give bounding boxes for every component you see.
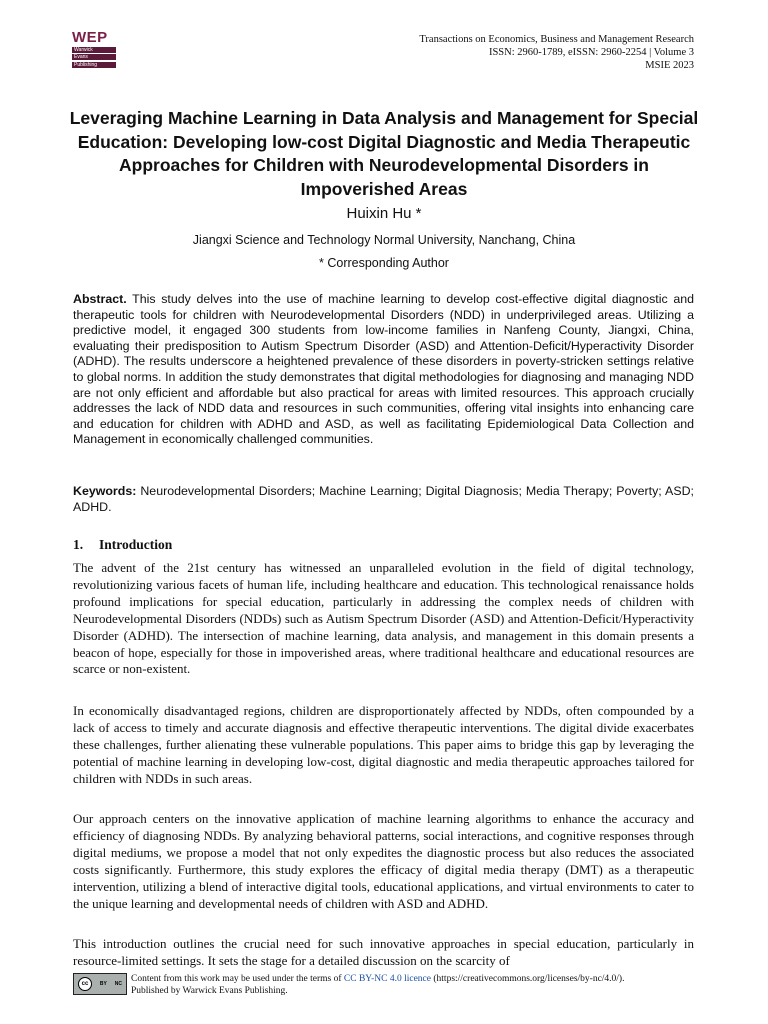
paper-title: Leveraging Machine Learning in Data Analysis and Management for Special Education: Developing low-cost Digital Diagnostic and Media Therapeutic Approaches for Children with Neurodevelopmental Disorders in Impoverished Areas <box>69 108 699 199</box>
license-url: (https://creativecommons.org/licenses/by-nc/4.0/). <box>433 974 625 984</box>
author-affiliation: Jiangxi Science and Technology Normal University, Nanchang, China <box>192 233 576 247</box>
keywords-label: Keywords: <box>73 484 137 498</box>
logo-line-2: Evans <box>72 54 116 60</box>
abstract-text: This study delves into the use of machine learning to develop cost-effective digital diagnostic and therapeutic tools for children with Neurodevelopmental Disorders (NDD) in underprivileged areas. Utilizing a predictive model, it engaged 300 students from low-income families in Nanfeng County, Jiangxi, China, evaluating their predisposition to Autism Spectrum Disorder (ASD) and Attention-Deficit/Hyperactivity Disorder (ADHD). The results underscore a heightened prevalence of these disorders in poverty-stricken settings relative to global norms. In addition the study demonstrates that digital methodologies for diagnosing and managing NDD are not only efficient and affordable but also practical for areas with limited resources. This approach crucially addresses the lack of NDD data and resources in such communities, offering vital insights into enhancing care and education for children with ADHD and ASD, as well as facilitating Epidemiological Data Collection and Management in economically challenged communities. <box>73 292 694 447</box>
journal-name: Transactions on Economics, Business and Management Research <box>419 34 694 45</box>
publisher-logo <box>72 30 116 68</box>
by-icon: BY <box>99 981 107 987</box>
intro-paragraph-3: Our approach centers on the innovative application of machine learning algorithms to enhance the accuracy and efficiency of diagnosing NDDs. By analyzing behavioral patterns, social interactions, and cognitive responses through digital mediums, we propose a model that not only expedites the diagnostic process but also reduces the associated costs significantly. Furthermore, this study explores the efficacy of digital media therapy (DMT) as a therapeutic intervention, utilizing a blend of interactive digital tools, educational applications, and virtual environments to cater to the unique learning and developmental needs of children with ASD and ADHD. <box>73 811 694 911</box>
author-name: Huixin Hu * <box>346 205 422 222</box>
logo-line-1: Warwick <box>72 47 116 53</box>
license-text <box>131 973 691 997</box>
intro-paragraph-4: This introduction outlines the crucial need for such innovative approaches in special education, particularly in resource-limited settings. It sets the stage for a detailed discussion on the scarcity of <box>73 936 694 968</box>
intro-paragraph-1: The advent of the 21st century has witnessed an unparalleled evolution in the field of digital technology, revolutionizing various facets of human life, including healthcare and education. This technological renaissance holds profound implications for special education, particularly in addressing the complex needs of children with Neurodevelopmental Disorders (NDDs) such as Autism Spectrum Disorder (ASD) and Attention-Deficit/Hyperactivity Disorder (ADHD). The intersection of machine learning, data analysis, and management in this domain presents a beacon of hope, especially for those in impoverished areas, where traditional healthcare and educational resources are scarce or non-existent. <box>73 560 694 677</box>
section-number: 1. <box>73 537 84 552</box>
abstract <box>73 292 694 448</box>
section-title: Introduction <box>99 537 173 552</box>
cc-icon: cc <box>78 977 92 991</box>
nc-icon: NC <box>114 981 123 987</box>
license-footer <box>73 971 713 999</box>
corresponding-author-note: * Corresponding Author <box>319 256 449 270</box>
conference-name: MSIE 2023 <box>645 60 694 71</box>
journal-issn: ISSN: 2960-1789, eISSN: 2960-2254 | Volume 3 <box>488 47 694 58</box>
cc-license-badge[interactable] <box>73 973 127 995</box>
journal-header <box>419 33 694 72</box>
logo-line-3: Publishing <box>72 62 116 68</box>
intro-paragraph-2: In economically disadvantaged regions, children are disproportionately affected by NDDs, often compounded by a lack of access to timely and accurate diagnosis and effective therapeutic interventions. The digital divide exacerbates these challenges, further alienating these vulnerable populations. This paper aims to bridge this gap by leveraging the potential of machine learning in developing low-cost, digital diagnostic and media therapeutic approaches tailored for children with NDDs in such areas. <box>73 703 694 786</box>
logo-title: WEP <box>72 29 108 46</box>
publisher-statement: Published by Warwick Evans Publishing. <box>131 986 288 996</box>
abstract-label: Abstract. <box>73 292 127 306</box>
license-text-before: Content from this work may be used under the terms of <box>131 974 342 984</box>
keywords <box>73 484 694 515</box>
license-link[interactable]: CC BY-NC 4.0 licence <box>343 974 431 984</box>
keywords-text: Neurodevelopmental Disorders; Machine Learning; Digital Diagnosis; Media Therapy; Poverty; ASD; ADHD. <box>73 484 694 514</box>
section-heading-introduction <box>73 537 172 553</box>
